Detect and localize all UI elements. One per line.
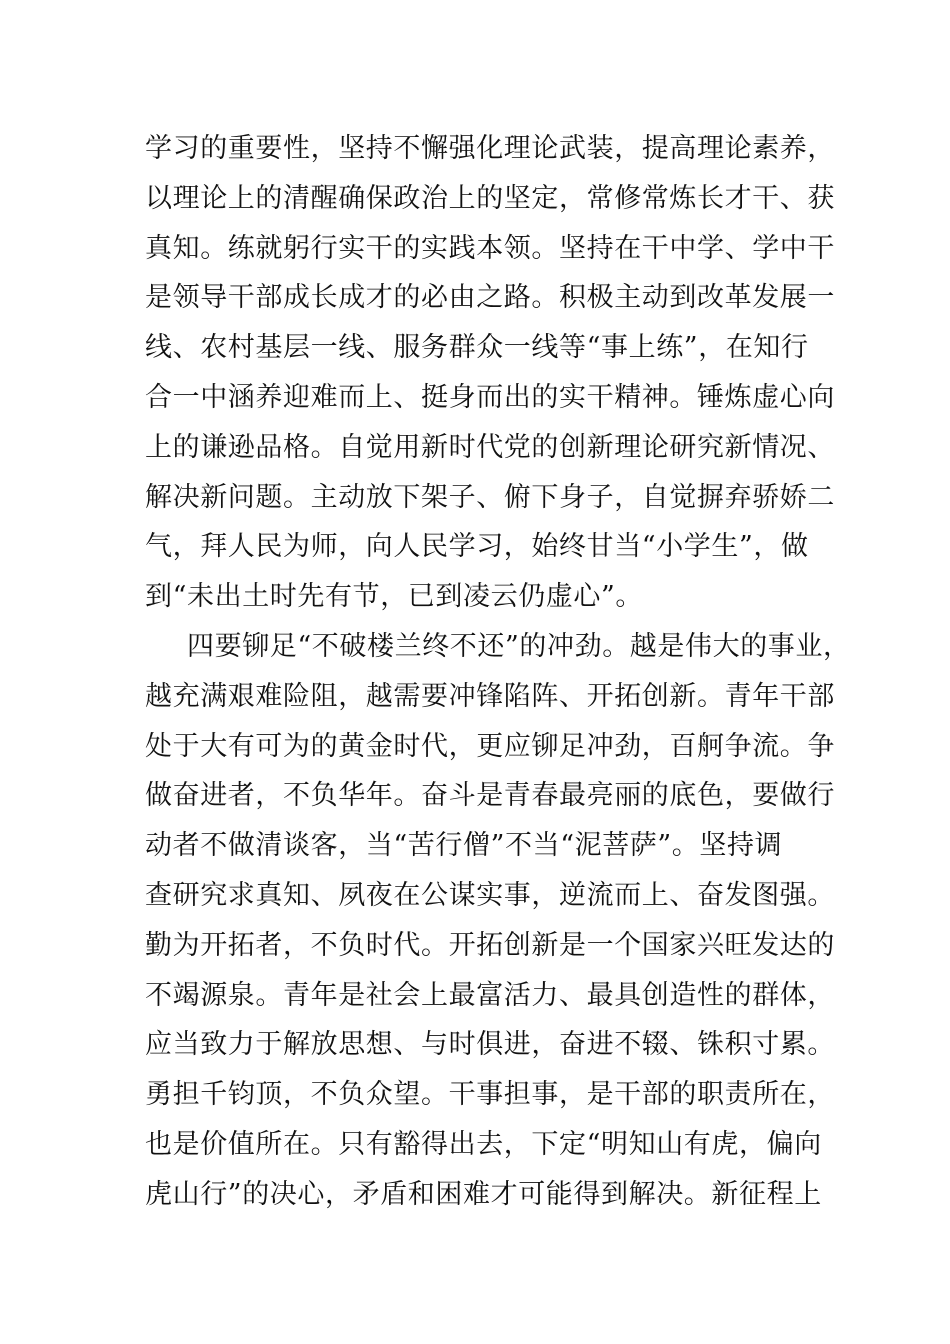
text-line: 真知。练就躬行实干的实践本领。坚持在干中学、学中干 [145, 232, 835, 264]
text-line: 到“未出土时先有节，已到凌云仍虚心”。 [145, 581, 644, 613]
text-line: 动者不做清谈客，当“苦行僧”不当“泥菩萨”。坚持调 [145, 830, 783, 862]
text-line: 也是价值所在。只有豁得出去，下定“明知山有虎，偏向 [145, 1128, 822, 1160]
text-line: 越充满艰难险阻，越需要冲锋陷阵、开拓创新。青年干部 [145, 680, 835, 712]
text-line: 合一中涵养迎难而上、挺身而出的实干精神。锤炼虚心向 [145, 381, 835, 413]
text-line: 勇担千钧顶，不负众望。干事担事，是干部的职责所在， [145, 1079, 835, 1111]
text-line: 学习的重要性，坚持不懈强化理论武装，提高理论素养， [145, 133, 835, 164]
body-text [145, 124, 851, 1220]
text-line: 线、农村基层一线、服务群众一线等“事上练”，在知行 [145, 332, 809, 364]
text-line: 上的谦逊品格。自觉用新时代党的创新理论研究新情况、 [145, 431, 835, 463]
text-line: 查研究求真知、夙夜在公谋实事，逆流而上、奋发图强。 [145, 879, 835, 911]
text-line: 虎山行”的决心，矛盾和困难才可能得到解决。新征程上 [145, 1178, 822, 1210]
paragraph-start-line: 四要铆足“不破楼兰终不还”的冲劲。越是伟大的事业， [187, 630, 851, 662]
text-line: 做奋进者，不负华年。奋斗是青春最亮丽的底色，要做行 [145, 780, 835, 812]
text-line: 是领导干部成长成才的必由之路。积极主动到改革发展一 [145, 282, 835, 314]
text-line: 解决新问题。主动放下架子、俯下身子，自觉摒弃骄娇二 [145, 481, 835, 513]
text-line: 处于大有可为的黄金时代，更应铆足冲劲，百舸争流。争 [145, 730, 835, 762]
text-line: 应当致力于解放思想、与时俱进，奋进不辍、铢积寸累。 [145, 1029, 835, 1061]
text-line: 不竭源泉。青年是社会上最富活力、最具创造性的群体， [145, 979, 835, 1011]
text-line: 勤为开拓者，不负时代。开拓创新是一个国家兴旺发达的 [145, 929, 835, 961]
text-line: 气，拜人民为师，向人民学习，始终甘当“小学生”，做 [145, 531, 809, 563]
text-line: 以理论上的清醒确保政治上的坚定，常修常炼长才干、获 [145, 182, 835, 214]
